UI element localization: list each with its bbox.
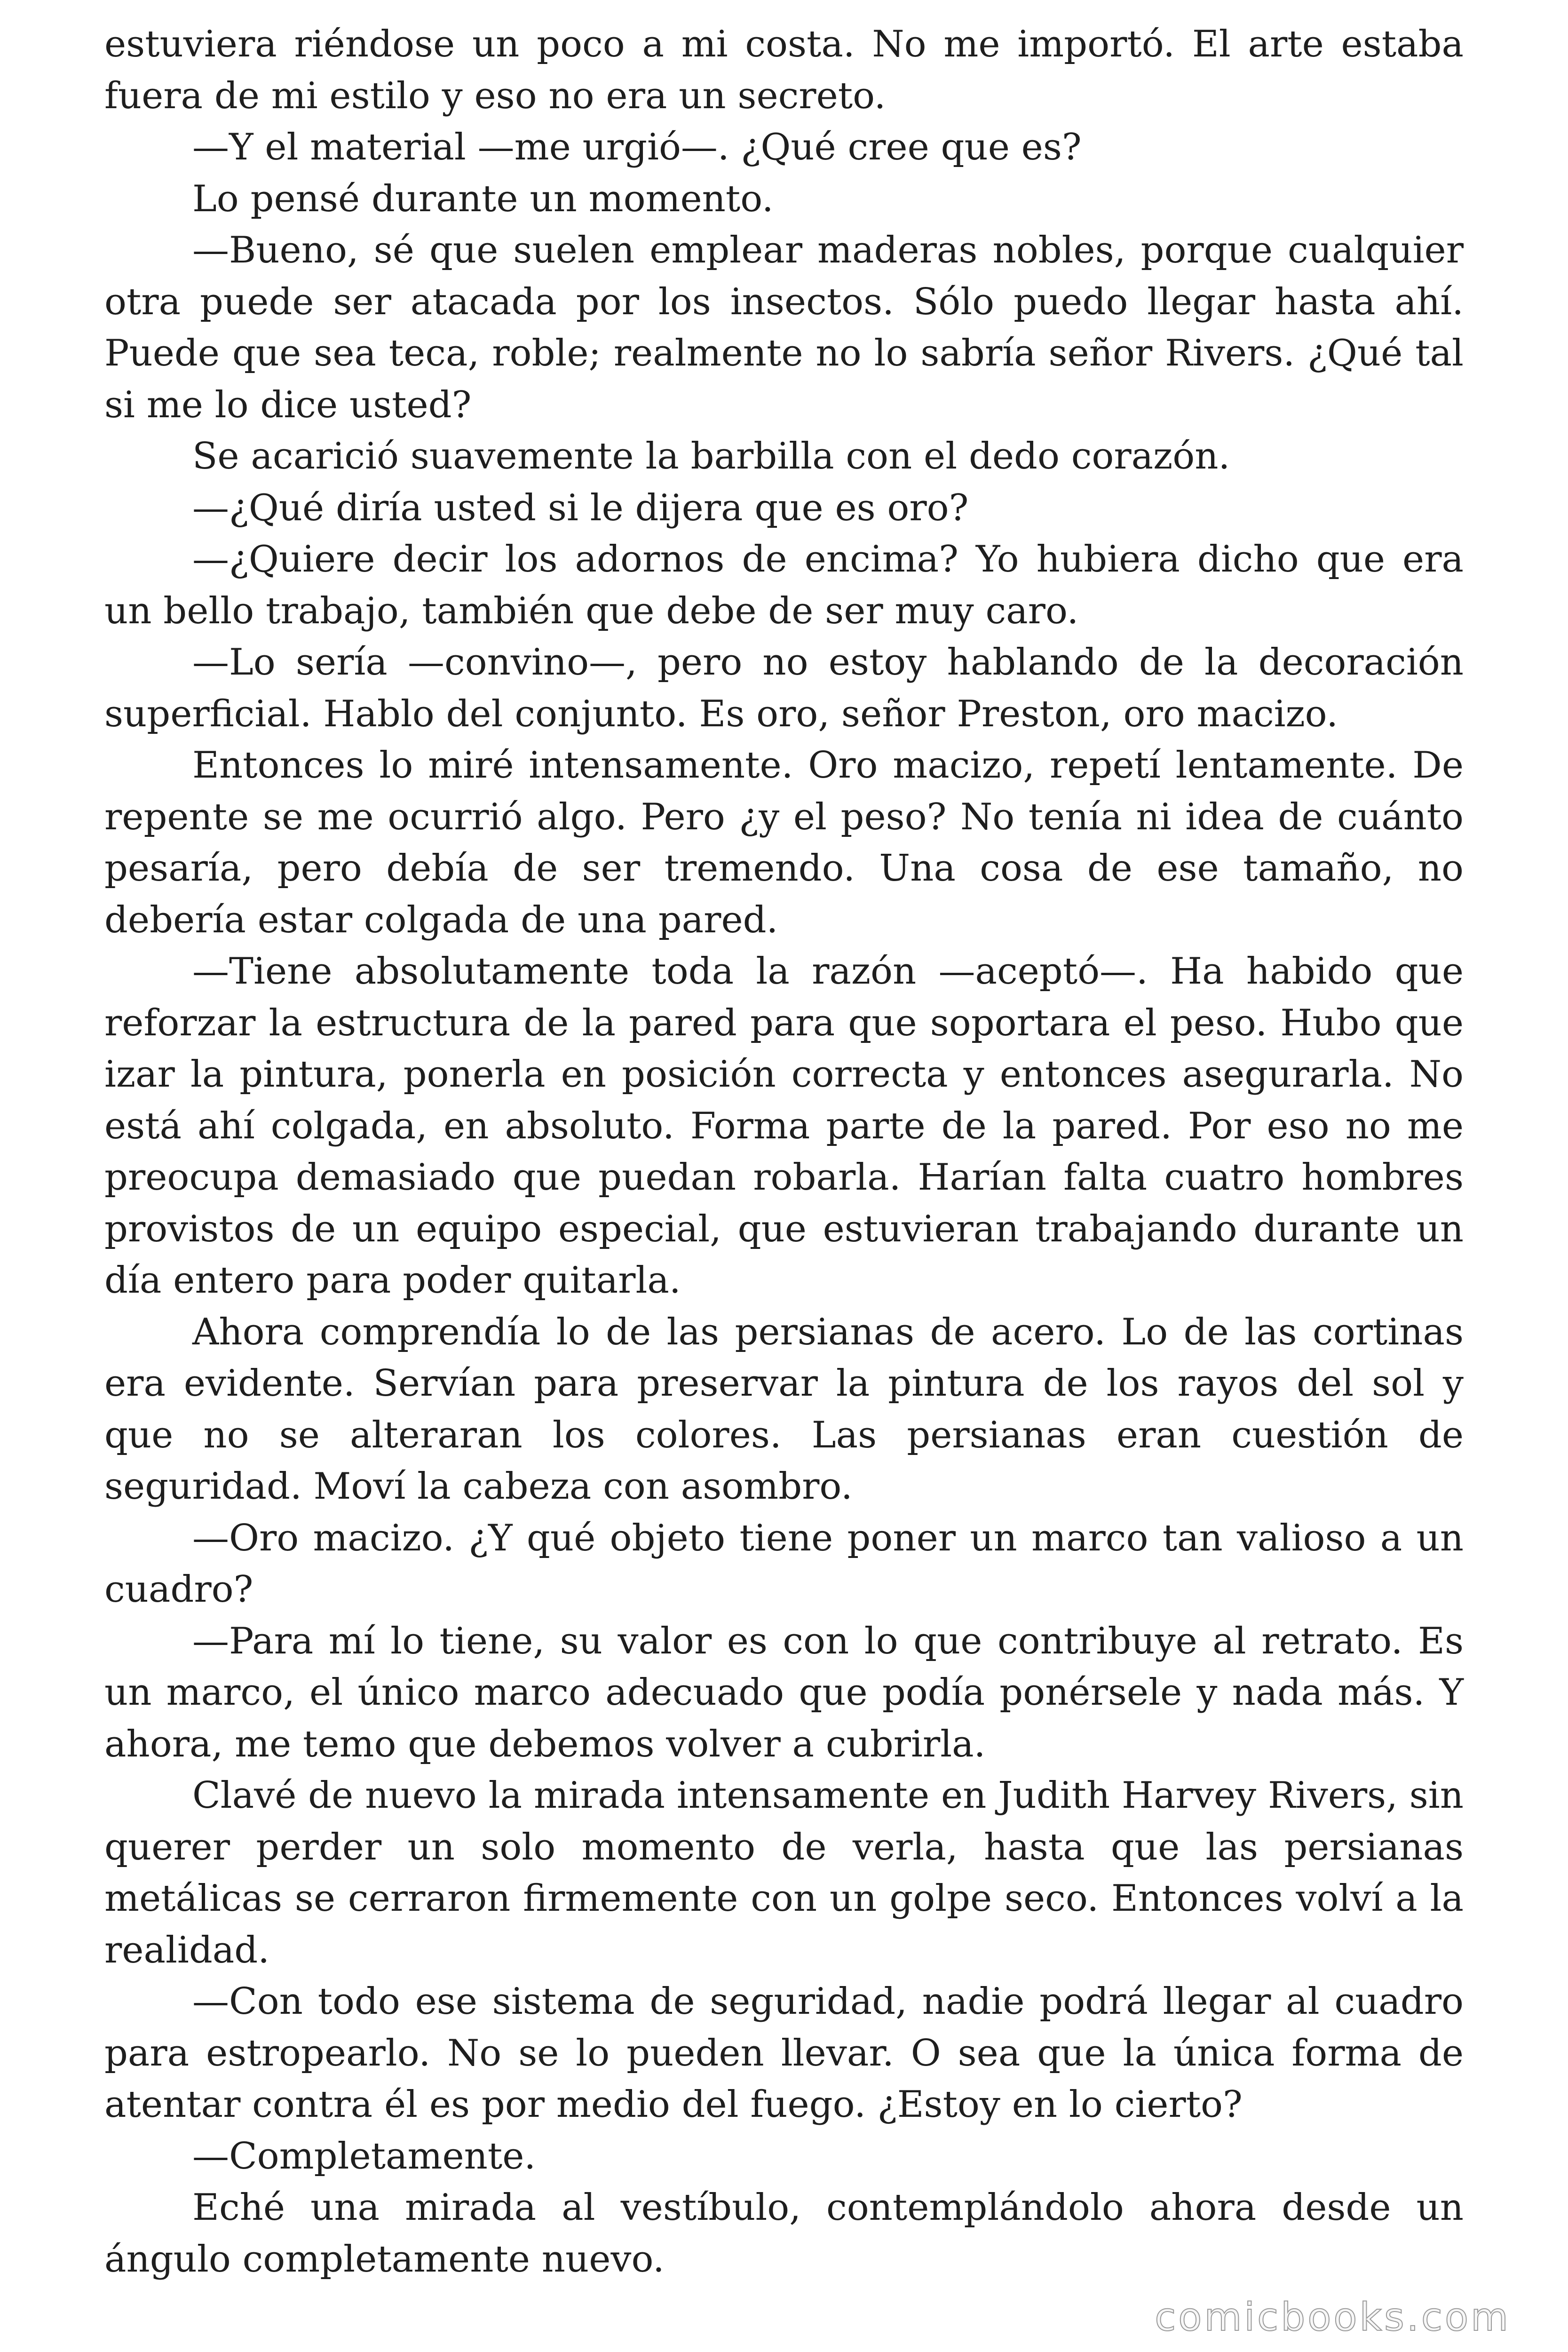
paragraph-17: Eché una mirada al vestíbulo, contemplándolo ahora desde un ángulo completamente nuevo.: [104, 2186, 1464, 2280]
paragraph-8: —Lo sería —convino—, pero no estoy hablando de la decoración superficial. Hablo del conjunto. Es oro, señor Preston, oro macizo.: [104, 641, 1464, 735]
paragraph-11: Ahora comprendía lo de las persianas de acero. Lo de las cortinas era evidente. Servían para preservar la pintura de los rayos del sol y que no se alteraran los colores. Las persianas eran cuestión de seguridad. Moví la cabeza con asombro.: [104, 1311, 1464, 1508]
paragraph-1: estuviera riéndose un poco a mi costa. No me importó. El arte estaba fuera de mi estilo y eso no era un secreto.: [104, 23, 1464, 117]
paragraph-7: —¿Quiere decir los adornos de encima? Yo hubiera dicho que era un bello trabajo, también que debe de ser muy caro.: [104, 538, 1464, 632]
paragraph-6: —¿Qué diría usted si le dijera que es oro?: [192, 486, 969, 529]
paragraph-12: —Oro macizo. ¿Y qué objeto tiene poner un marco tan valioso a un cuadro?: [104, 1517, 1464, 1611]
paragraph-3: Lo pensé durante un momento.: [192, 177, 774, 220]
paragraph-5: Se acarició suavemente la barbilla con el dedo corazón.: [192, 435, 1230, 477]
paragraph-9: Entonces lo miré intensamente. Oro macizo, repetí lentamente. De repente se me ocurrió algo. Pero ¿y el peso? No tenía ni idea de cuánto pesaría, pero debía de ser tremendo. Una cosa de ese tamaño, no debería estar colgada de una pared.: [104, 744, 1464, 941]
watermark-text: comicbooks.com: [1155, 2295, 1511, 2340]
paragraph-15: —Con todo ese sistema de seguridad, nadie podrá llegar al cuadro para estropearlo. No se lo pueden llevar. O sea que la única forma de atentar contra él es por medio del fuego. ¿Estoy en lo cierto?: [104, 1980, 1464, 2126]
paragraph-2: —Y el material —me urgió—. ¿Qué cree que es?: [192, 126, 1082, 168]
paragraph-14: Clavé de nuevo la mirada intensamente en Judith Harvey Rivers, sin querer perder un solo momento de verla, hasta que las persianas metálicas se cerraron firmemente con un golpe seco. Entonces volví a la realidad.: [104, 1774, 1464, 1971]
paragraph-4: —Bueno, sé que suelen emplear maderas nobles, porque cualquier otra puede ser atacada por los insectos. Sólo puedo llegar hasta ahí. Puede que sea teca, roble; realmente no lo sabría señor Rivers. ¿Qué tal si me lo dice usted?: [104, 229, 1464, 426]
book-page-text: [104, 19, 1464, 2285]
paragraph-10: —Tiene absolutamente toda la razón —aceptó—. Ha habido que reforzar la estructura de la pared para que soportara el peso. Hubo que izar la pintura, ponerla en posición correcta y entonces asegurarla. No está ahí colgada, en absoluto. Forma parte de la pared. Por eso no me preocupa demasiado que puedan robarla. Harían falta cuatro hombres provistos de un equipo especial, que estuvieran trabajando durante un día entero para poder quitarla.: [104, 950, 1464, 1302]
paragraph-13: —Para mí lo tiene, su valor es con lo que contribuye al retrato. Es un marco, el único marco adecuado que podía ponérsele y nada más. Y ahora, me temo que debemos volver a cubrirla.: [104, 1620, 1464, 1765]
paragraph-16: —Completamente.: [192, 2135, 536, 2177]
